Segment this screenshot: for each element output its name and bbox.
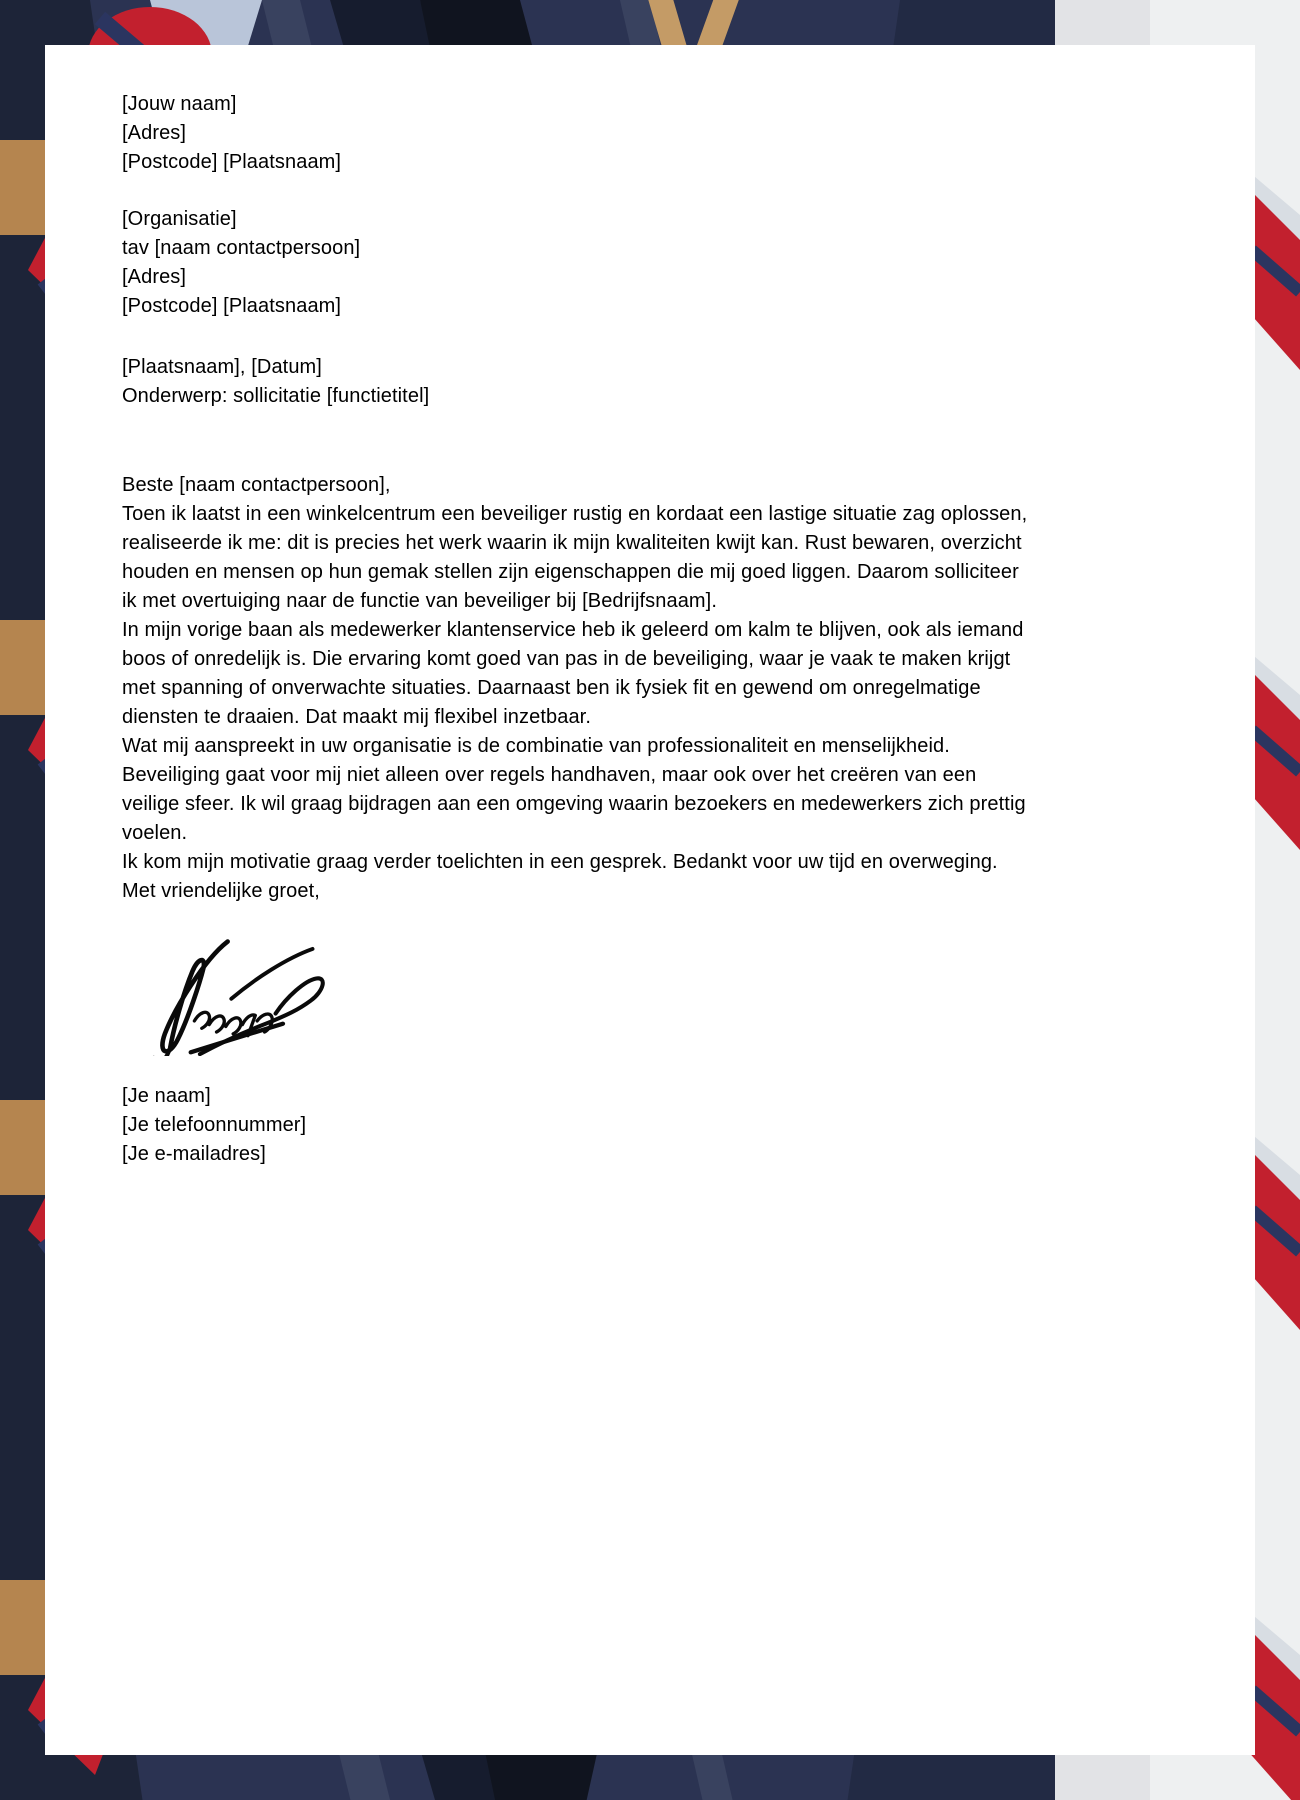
recipient-address: [Adres] (122, 266, 187, 288)
closing-line: Met vriendelijke groet, (122, 880, 320, 902)
recipient-postcode-city: [Postcode] [Plaatsnaam] (122, 295, 342, 317)
sender-address: [Adres] (122, 122, 187, 144)
dateline-block (122, 353, 1032, 411)
signature-stroke (231, 949, 312, 999)
contact-phone: [Je telefoonnummer] (122, 1114, 307, 1136)
sender-block (122, 90, 1032, 177)
letter-page (45, 45, 1255, 1755)
body-paragraph-2: In mijn vorige baan als medewerker klantenservice heb ik geleerd om kalm te blijven, ook als iemand boos of onredelijk is. Die ervaring komt goed van pas in de beveiliging, waar je vaak te maken krijgt met spanning of onverwachte situaties. Daarnaast ben ik fysiek fit en gewend om onregelmatige diensten te draaien. Dat maakt mij flexibel inzetbaar. (122, 619, 1024, 728)
sender-postcode-city: [Postcode] [Plaatsnaam] (122, 151, 342, 173)
contact-email: [Je e-mailadres] (122, 1143, 266, 1165)
signature-stroke (162, 942, 227, 1052)
body-paragraph-1: Toen ik laatst in een winkelcentrum een beveiliger rustig en kordaat een lastige situatie zag oplossen, realiseerde ik me: dit is precies het werk waarin ik mijn kwaliteiten kwijt kan. Rust bewaren, overzicht houden en mensen op hun gemak stellen zijn eigenschappen die mij goed liggen. Daarom solliciteer ik met overtuiging naar de functie van beveiliger bij [Bedrijfsnaam]. (122, 503, 1028, 612)
body-paragraph-4: Ik kom mijn motivatie graag verder toelichten in een gesprek. Bedankt voor uw tijd en overweging. (122, 851, 998, 873)
place-and-date: [Plaatsnaam], [Datum] (122, 356, 322, 378)
recipient-organisation: [Organisatie] (122, 208, 237, 230)
subject-line: Onderwerp: sollicitatie [functietitel] (122, 385, 430, 407)
recipient-block (122, 205, 1032, 321)
signature-image (140, 936, 330, 1056)
body-paragraph-3: Wat mij aanspreekt in uw organisatie is de combinatie van professionaliteit en menselijkheid. Beveiliging gaat voor mij niet alleen over regels handhaven, maar ook over het creëren van een veilige sfeer. Ik wil graag bijdragen aan een omgeving waarin bezoekers en medewerkers zich prettig voelen. (122, 735, 1026, 844)
salutation: Beste [naam contactpersoon], (122, 474, 391, 496)
sender-name: [Jouw naam] (122, 93, 237, 115)
contact-name: [Je naam] (122, 1085, 211, 1107)
recipient-contact-person: tav [naam contactpersoon] (122, 237, 361, 259)
contact-block (122, 1082, 1032, 1169)
